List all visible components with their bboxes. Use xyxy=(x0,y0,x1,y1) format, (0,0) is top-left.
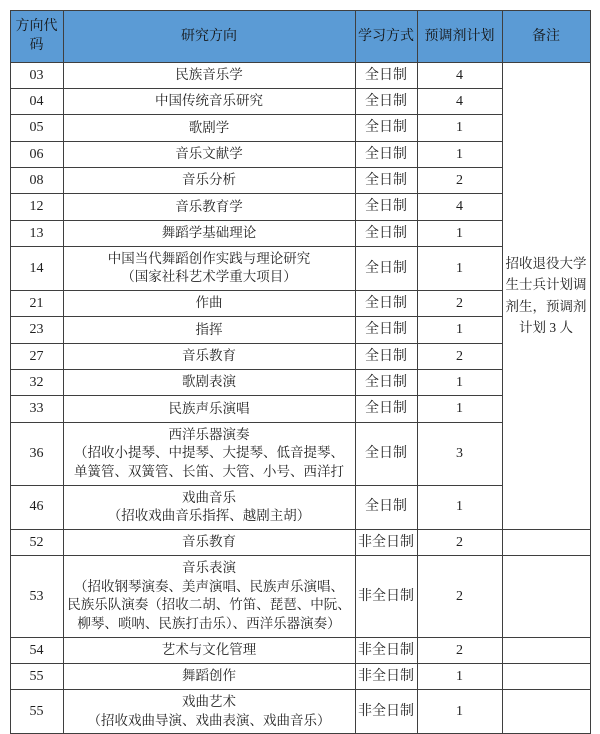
study-mode-cell: 非全日制 xyxy=(355,637,417,663)
direction-code-cell: 46 xyxy=(10,485,63,529)
study-mode-cell: 非全日制 xyxy=(355,690,417,734)
direction-code-cell: 33 xyxy=(10,396,63,422)
remark-cell-empty xyxy=(502,637,590,663)
research-direction-cell xyxy=(63,529,355,555)
study-mode-cell: 全日制 xyxy=(355,167,417,193)
plan-count-cell: 4 xyxy=(417,88,502,114)
research-direction-line: 音乐文献学 xyxy=(175,145,243,161)
research-direction-line: 歌剧表演 xyxy=(182,374,236,390)
study-mode-cell: 全日制 xyxy=(355,246,417,290)
plan-count-cell: 1 xyxy=(417,690,502,734)
study-mode-cell: 全日制 xyxy=(355,62,417,88)
table-row xyxy=(10,62,590,88)
plan-count-cell: 2 xyxy=(417,556,502,638)
research-direction-cell xyxy=(63,485,355,529)
plan-count-cell: 2 xyxy=(417,167,502,193)
study-mode-cell: 非全日制 xyxy=(355,556,417,638)
research-direction-line: 中国传统音乐研究 xyxy=(155,93,263,109)
table-row xyxy=(10,690,590,734)
direction-code-cell: 08 xyxy=(10,167,63,193)
plan-count-cell: 4 xyxy=(417,62,502,88)
plan-count-cell: 1 xyxy=(417,115,502,141)
plan-count-cell: 1 xyxy=(417,317,502,343)
study-mode-cell: 全日制 xyxy=(355,422,417,485)
research-direction-cell xyxy=(63,141,355,167)
research-direction-line: 艺术与文化管理 xyxy=(161,641,257,657)
research-direction-line: （国家社科艺术学重大项目） xyxy=(121,269,297,285)
study-mode-cell: 非全日制 xyxy=(355,529,417,555)
research-direction-line: 指挥 xyxy=(195,321,223,337)
research-direction-line: 单簧管、双簧管、长笛、大管、小号、西洋打 xyxy=(74,463,344,479)
plan-count-cell: 1 xyxy=(417,485,502,529)
research-direction-line: 民族乐队演奏（招收二胡、竹笛、琵琶、中阮、 xyxy=(67,597,351,613)
direction-code-cell: 05 xyxy=(10,115,63,141)
header-direction-code: 方向代码 xyxy=(10,11,63,63)
research-direction-line: 音乐教育 xyxy=(182,534,236,550)
research-direction-cell xyxy=(63,556,355,638)
research-direction-line: 西洋乐器演奏 xyxy=(168,426,250,442)
direction-code-cell: 03 xyxy=(10,62,63,88)
plan-count-cell: 1 xyxy=(417,141,502,167)
research-direction-line: （招收戏曲导演、戏曲表演、戏曲音乐） xyxy=(87,712,331,728)
remark-cell-empty xyxy=(502,690,590,734)
direction-code-cell: 55 xyxy=(10,690,63,734)
direction-code-cell: 32 xyxy=(10,370,63,396)
research-direction-cell xyxy=(63,663,355,689)
research-direction-line: 柳琴、唢呐、民族打击乐）、西洋乐器演奏） xyxy=(77,615,341,631)
research-direction-line: 戏曲艺术 xyxy=(182,694,236,710)
header-row xyxy=(10,11,590,63)
research-direction-line: 民族音乐学 xyxy=(175,66,243,82)
research-direction-cell xyxy=(63,62,355,88)
research-direction-line: 戏曲音乐 xyxy=(182,489,236,505)
plan-count-cell: 1 xyxy=(417,220,502,246)
table-header xyxy=(10,11,590,63)
study-mode-cell: 非全日制 xyxy=(355,663,417,689)
research-direction-line: 音乐教育 xyxy=(182,348,236,364)
study-mode-cell: 全日制 xyxy=(355,317,417,343)
header-remark: 备注 xyxy=(502,11,590,63)
remark-cell-empty xyxy=(502,556,590,638)
table-row xyxy=(10,663,590,689)
study-mode-cell: 全日制 xyxy=(355,370,417,396)
direction-code-cell: 54 xyxy=(10,637,63,663)
research-direction-line: 音乐表演 xyxy=(182,560,236,576)
research-direction-cell xyxy=(63,422,355,485)
research-direction-line: 中国当代舞蹈创作实践与理论研究 xyxy=(107,250,311,266)
direction-code-cell: 36 xyxy=(10,422,63,485)
research-direction-cell xyxy=(63,396,355,422)
research-direction-cell xyxy=(63,690,355,734)
plan-count-cell: 2 xyxy=(417,291,502,317)
research-direction-cell xyxy=(63,317,355,343)
study-mode-cell: 全日制 xyxy=(355,115,417,141)
research-direction-line: （招收戏曲音乐指挥、越剧主胡） xyxy=(107,508,311,524)
research-direction-line: 民族声乐演唱 xyxy=(168,400,250,416)
study-mode-cell: 全日制 xyxy=(355,396,417,422)
header-plan-count: 预调剂计划 xyxy=(417,11,502,63)
table-row xyxy=(10,529,590,555)
plan-count-cell: 1 xyxy=(417,663,502,689)
research-direction-cell xyxy=(63,115,355,141)
direction-code-cell: 06 xyxy=(10,141,63,167)
research-direction-line: 作曲 xyxy=(195,295,223,311)
research-direction-cell xyxy=(63,370,355,396)
research-direction-line: 舞蹈创作 xyxy=(182,668,236,684)
research-direction-line: （招收钢琴演奏、美声演唱、民族声乐演唱、 xyxy=(74,578,344,594)
plan-count-cell: 2 xyxy=(417,637,502,663)
research-direction-cell xyxy=(63,291,355,317)
direction-code-cell: 53 xyxy=(10,556,63,638)
plan-count-cell: 1 xyxy=(417,370,502,396)
plan-count-cell: 1 xyxy=(417,396,502,422)
study-mode-cell: 全日制 xyxy=(355,343,417,369)
study-mode-cell: 全日制 xyxy=(355,485,417,529)
remark-cell-empty xyxy=(502,663,590,689)
study-mode-cell: 全日制 xyxy=(355,141,417,167)
header-research-direction: 研究方向 xyxy=(63,11,355,63)
research-direction-cell xyxy=(63,343,355,369)
header-study-mode: 学习方式 xyxy=(355,11,417,63)
plan-count-cell: 2 xyxy=(417,529,502,555)
direction-code-cell: 13 xyxy=(10,220,63,246)
research-direction-cell xyxy=(63,220,355,246)
study-mode-cell: 全日制 xyxy=(355,291,417,317)
research-direction-cell xyxy=(63,637,355,663)
research-direction-cell xyxy=(63,88,355,114)
research-direction-cell xyxy=(63,246,355,290)
direction-code-cell: 12 xyxy=(10,194,63,220)
research-direction-line: 音乐教育学 xyxy=(175,198,243,214)
direction-code-cell: 52 xyxy=(10,529,63,555)
remark-cell: 招收退役大学生士兵计划调剂生，预调剂计划 3 人 xyxy=(502,62,590,529)
direction-code-cell: 27 xyxy=(10,343,63,369)
research-direction-line: 音乐分析 xyxy=(182,172,236,188)
research-direction-line: （招收小提琴、中提琴、大提琴、低音提琴、 xyxy=(74,445,344,461)
table-body xyxy=(10,62,590,734)
research-direction-line: 歌剧学 xyxy=(188,119,230,135)
table-row xyxy=(10,637,590,663)
plan-count-cell: 3 xyxy=(417,422,502,485)
research-direction-cell xyxy=(63,194,355,220)
research-direction-line: 舞蹈学基础理论 xyxy=(161,224,257,240)
plan-count-cell: 2 xyxy=(417,343,502,369)
study-mode-cell: 全日制 xyxy=(355,194,417,220)
direction-code-cell: 55 xyxy=(10,663,63,689)
study-mode-cell: 全日制 xyxy=(355,220,417,246)
table-row xyxy=(10,556,590,638)
study-mode-cell: 全日制 xyxy=(355,88,417,114)
direction-code-cell: 04 xyxy=(10,88,63,114)
plan-count-cell: 4 xyxy=(417,194,502,220)
direction-code-cell: 14 xyxy=(10,246,63,290)
plan-count-cell: 1 xyxy=(417,246,502,290)
research-direction-cell xyxy=(63,167,355,193)
direction-code-cell: 21 xyxy=(10,291,63,317)
remark-cell-empty xyxy=(502,529,590,555)
direction-code-cell: 23 xyxy=(10,317,63,343)
admission-adjustment-table xyxy=(10,10,591,734)
